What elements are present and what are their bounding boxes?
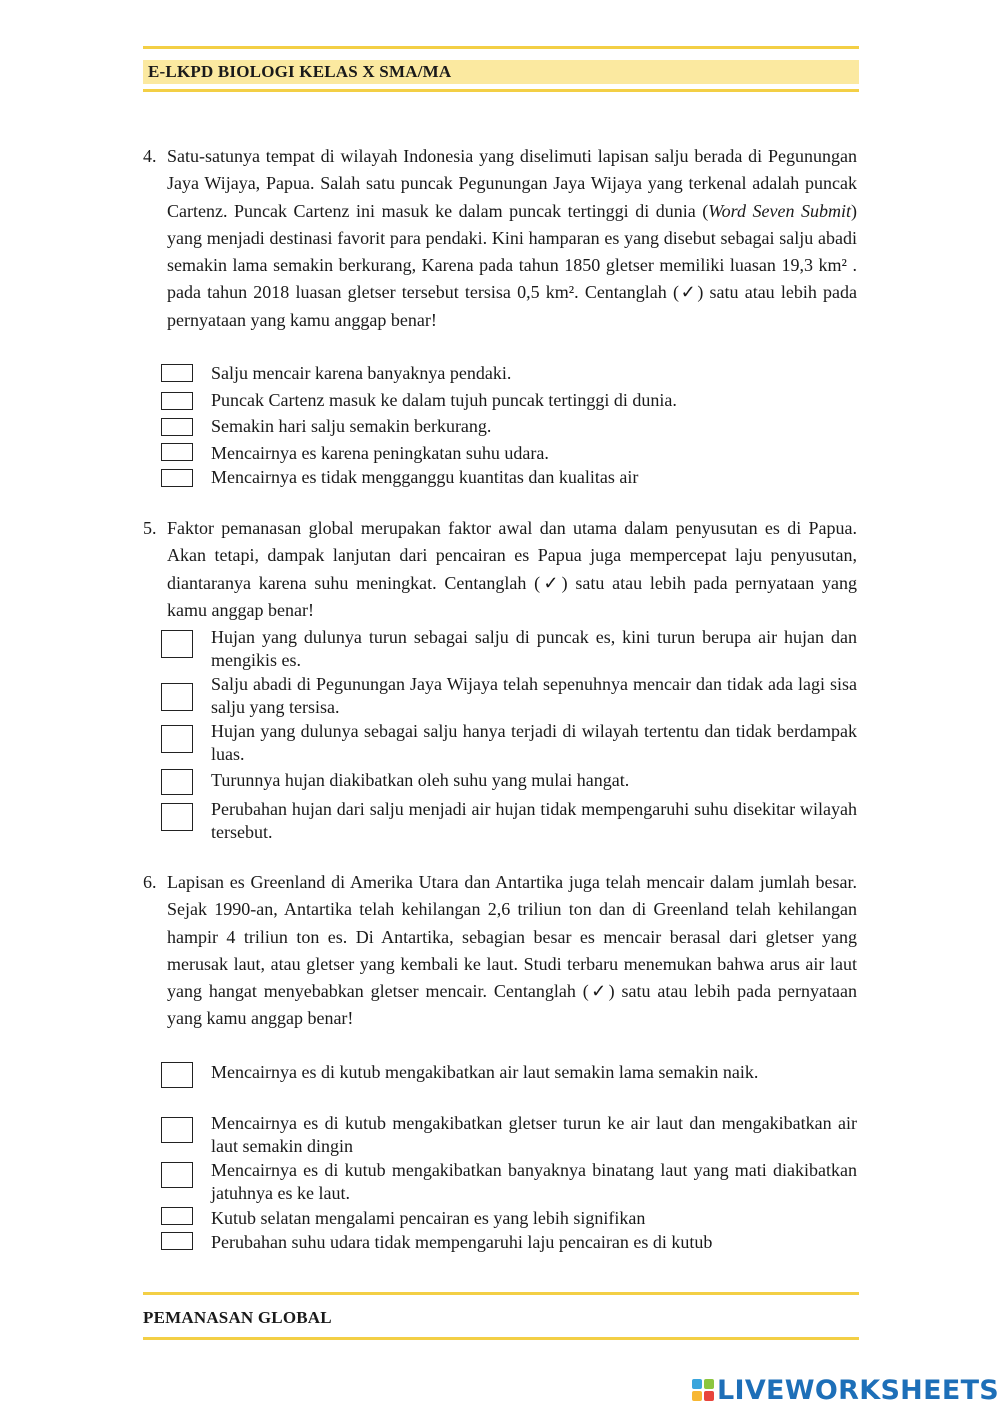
checkbox[interactable] [161,725,193,753]
liveworksheets-logo [692,1374,1000,1406]
option-label: Perubahan suhu udara tidak mempengaruhi laju pencairan es di kutub [211,1232,713,1252]
option-label: Mencairnya es di kutub mengakibatkan gletser turun ke air laut dan mengakibatkan air laut semakin dingin [211,1113,857,1156]
footer-rule-bottom [143,1337,859,1340]
checkbox[interactable] [161,392,193,410]
checkbox[interactable] [161,1062,193,1088]
option-label: Hujan yang dulunya sebagai salju hanya terjadi di wilayah tertentu dan tidak berdampak luas. [211,721,857,764]
question-number: 6. [143,872,157,892]
footer-rule-top [143,1292,859,1295]
question-number: 5. [143,518,157,538]
question-number: 4. [143,146,157,166]
checkbox[interactable] [161,630,193,658]
option-label: Puncak Cartenz masuk ke dalam tujuh puncak tertinggi di dunia. [211,390,677,410]
stem-text: Satu-satunya tempat di wilayah Indonesia yang diselimuti lapisan salju berada di Pegunungan Jaya Wijaya, Papua. Salah satu puncak Pegunungan Jaya Wijaya yang terkenal adalah puncak Cartenz. Puncak Cartenz ini masuk ke dalam puncak tertinggi di dunia ( [167,146,857,221]
option-label: Salju abadi di Pegunungan Jaya Wijaya telah sepenuhnya mencair dan tidak ada lagi sisa salju yang tersisa. [211,674,857,717]
footer-title: PEMANASAN GLOBAL [143,1308,332,1327]
question-6 [143,869,857,1033]
checkbox[interactable] [161,418,193,436]
checkbox[interactable] [161,364,193,382]
page-title: E-LKPD BIOLOGI KELAS X SMA/MA [148,62,452,81]
option-label: Mencairnya es di kutub mengakibatkan air laut semakin lama semakin naik. [211,1062,759,1082]
checkbox[interactable] [161,443,193,461]
question-stem: Faktor pemanasan global merupakan faktor awal dan utama dalam penyusutan es di Papua. Akan tetapi, dampak lanjutan dari pencairan es Papua juga mempercepat laju penyusutan, diantaranya karena suhu meningkat. Centanglah (✓) satu atau lebih pada pernyataan yang kamu anggap benar! [167,518,857,620]
checkbox[interactable] [161,1162,193,1188]
checkbox[interactable] [161,803,193,831]
option-label: Kutub selatan mengalami pencairan es yang lebih signifikan [211,1208,646,1228]
stem-text: ) yang menjadi destinasi favorit para pendaki. Kini hamparan es yang disebut sebagai salju abadi semakin lama semakin berkurang, Karena pada tahun 1850 gletser memiliki luasan 19,3 km² . pada tahun 2018 luasan gletser tersebut tersisa 0,5 km². Centanglah (✓) satu atau lebih pada pernyataan yang kamu anggap benar! [167,200,857,330]
option-label: Turunnya hujan diakibatkan oleh suhu yang mulai hangat. [211,770,630,790]
checkbox[interactable] [161,683,193,711]
header-rule-bottom [143,89,859,92]
logo-mark-icon [692,1379,714,1401]
option-label: Hujan yang dulunya turun sebagai salju di puncak es, kini turun berupa air hujan dan mengikis es. [211,627,857,670]
option-label: Perubahan hujan dari salju menjadi air hujan tidak mempengaruhi suhu disekitar wilayah tersebut. [211,799,857,842]
checkbox[interactable] [161,769,193,795]
checkbox[interactable] [161,1207,193,1225]
header-rule-top [143,46,859,49]
brand-name: LIVEWORKSHEETS [717,1374,1000,1406]
checkbox[interactable] [161,1117,193,1143]
question-stem [167,143,857,334]
option-label: Mencairnya es karena peningkatan suhu udara. [211,443,549,463]
option-label: Semakin hari salju semakin berkurang. [211,416,492,436]
option-label: Mencairnya es di kutub mengakibatkan banyaknya binatang laut yang mati diakibatkan jatuhnya es ke laut. [211,1160,857,1203]
question-5 [143,515,857,624]
option-label: Mencairnya es tidak mengganggu kuantitas dan kualitas air [211,467,639,487]
stem-italic-term: Word Seven Submit [708,200,851,221]
question-stem: Lapisan es Greenland di Amerika Utara dan Antartika juga telah mencair dalam jumlah besar. Sejak 1990-an, Antartika telah kehilangan 2,6 triliun ton dan di Greenland telah kehilangan hampir 4 triliun ton es. Di Antartika, sebagian besar es mencair berasal dari gletser yang merusak laut, atau gletser yang kembali ke laut. Studi terbaru menemukan bahwa arus air laut yang hangat menyebabkan gletser mencair. Centanglah (✓) satu atau lebih pada pernyataan yang kamu anggap benar! [167,872,857,1029]
checkbox[interactable] [161,469,193,487]
option-label: Salju mencair karena banyaknya pendaki. [211,363,512,383]
checkbox[interactable] [161,1232,193,1250]
question-4 [143,143,857,334]
